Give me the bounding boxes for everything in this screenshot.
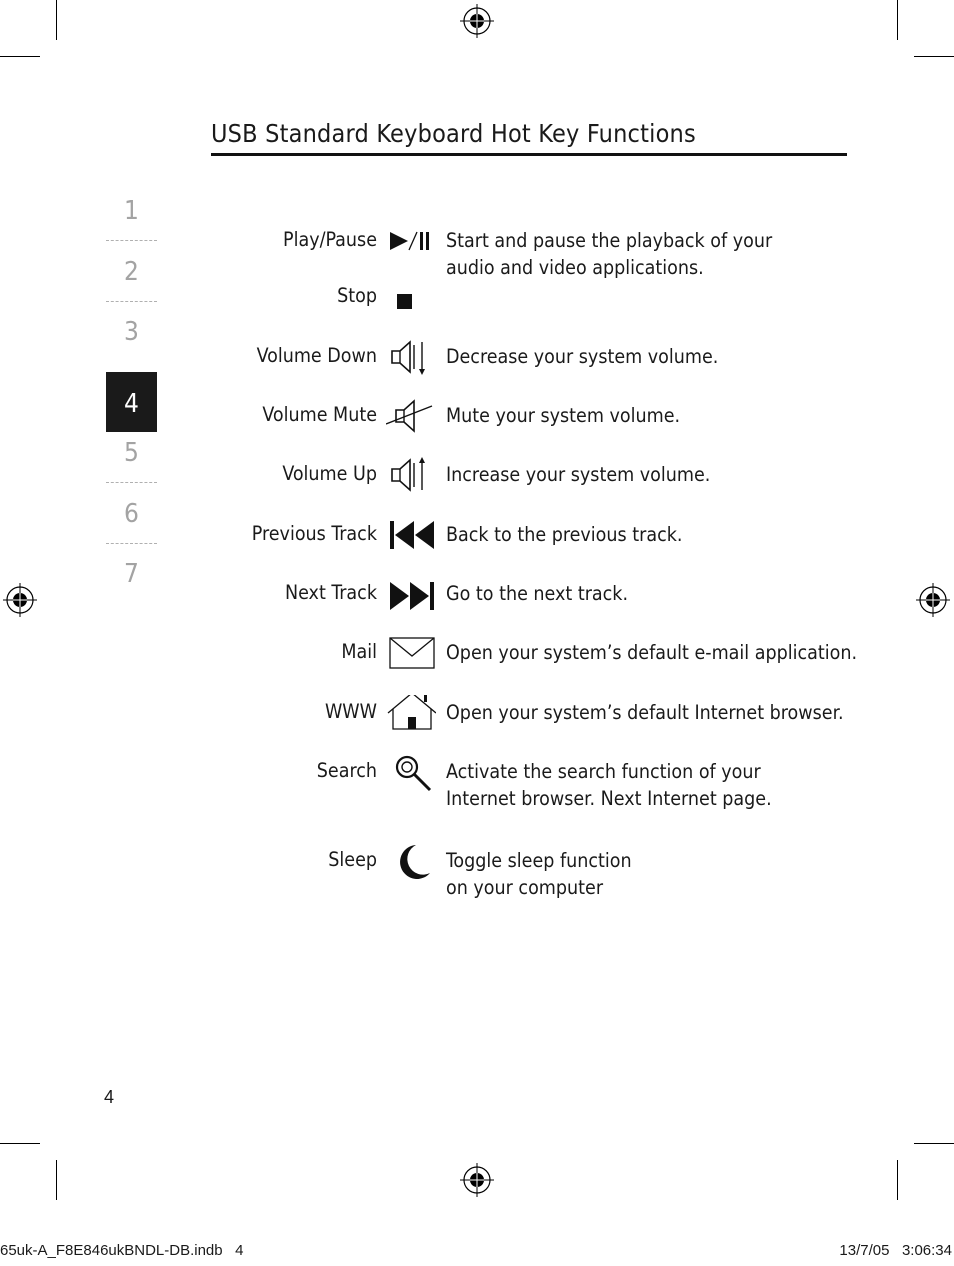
hotkey-name: Next Track — [284, 581, 377, 604]
chapter-tab-label: 7 — [124, 559, 139, 589]
hotkey-description — [446, 344, 866, 371]
chapter-tab-5[interactable] — [106, 432, 157, 493]
crop-mark — [897, 1160, 898, 1200]
chapter-nav — [106, 190, 157, 614]
crop-mark — [56, 1160, 57, 1200]
previous-track-icon — [386, 517, 436, 557]
mail-icon — [386, 635, 436, 675]
search-icon — [386, 754, 436, 794]
description-line: Toggle sleep function — [446, 849, 632, 872]
description-line: Open your system’s default e-mail application. — [446, 641, 858, 664]
hotkey-name: Sleep — [328, 848, 377, 871]
chapter-tab-6[interactable] — [106, 493, 157, 554]
description-line: Mute your system volume. — [446, 404, 681, 427]
chapter-tab-4[interactable] — [106, 372, 157, 433]
hotkey-name: WWW — [324, 700, 377, 723]
crop-mark — [56, 0, 57, 40]
hotkey-name: Stop — [337, 284, 377, 307]
description-line: Decrease your system volume. — [446, 345, 719, 368]
chapter-tab-label: 3 — [124, 317, 139, 347]
hotkey-name: Mail — [341, 640, 377, 663]
stop-icon — [386, 279, 436, 319]
crop-mark — [897, 0, 898, 40]
description-line: Start and pause the playback of your — [446, 229, 773, 252]
hotkey-description — [446, 700, 866, 727]
volume-up-icon — [386, 457, 436, 497]
description-line: audio and video applications. — [446, 255, 704, 279]
description-line: Go to the next track. — [446, 582, 629, 605]
description-line: on your computer — [446, 875, 604, 899]
home-icon — [386, 695, 436, 735]
page-title: USB Standard Keyboard Hot Key Functions — [211, 119, 696, 148]
title-underline — [211, 153, 847, 156]
hotkey-name: Previous Track — [251, 522, 377, 545]
hotkey-name: Volume Down — [256, 344, 377, 367]
volume-mute-icon — [386, 398, 436, 438]
description-line: Activate the search function of your — [446, 760, 761, 783]
chapter-tab-2[interactable] — [106, 251, 157, 312]
hotkey-description — [446, 403, 866, 430]
description-line: Increase your system volume. — [446, 463, 711, 486]
hotkey-description — [446, 640, 866, 667]
divider — [106, 482, 157, 483]
registration-mark-icon — [460, 4, 494, 38]
page-number: 4 — [104, 1087, 115, 1107]
crop-mark — [0, 1143, 40, 1144]
chapter-tab-label: 2 — [124, 256, 139, 287]
hotkey-description — [446, 228, 866, 281]
chapter-tab-label: 5 — [124, 438, 139, 468]
slug-file-name: 65uk-A_F8E846ukBNDL-DB.indb 4 — [0, 1242, 244, 1259]
chapter-tab-label: 6 — [124, 498, 139, 529]
next-track-icon — [386, 576, 436, 616]
divider — [106, 543, 157, 544]
hotkey-name: Volume Mute — [262, 403, 377, 426]
crop-mark — [0, 56, 40, 57]
hotkey-name: Volume Up — [282, 462, 377, 485]
divider — [106, 301, 157, 302]
crop-mark — [914, 56, 954, 57]
chapter-tab-7[interactable] — [106, 553, 157, 614]
description-line: Back to the previous track. — [446, 523, 683, 546]
hotkey-name: Search — [316, 759, 377, 782]
hotkey-description — [446, 462, 866, 489]
hotkey-description — [446, 759, 866, 812]
registration-mark-icon — [916, 583, 950, 617]
divider — [106, 240, 157, 241]
hotkey-description — [446, 581, 866, 608]
crop-mark — [914, 1143, 954, 1144]
description-line: Open your system’s default Internet browser. — [446, 701, 844, 724]
volume-down-icon — [386, 339, 436, 379]
slug-timestamp: 13/7/05 3:06:34 — [839, 1242, 952, 1259]
description-line: Internet browser. Next Internet page. — [446, 786, 772, 810]
chapter-tab-1[interactable] — [106, 190, 157, 251]
chapter-tab-label: 4 — [124, 388, 139, 419]
hotkey-description — [446, 522, 866, 549]
play-pause-icon — [386, 223, 436, 263]
moon-icon — [386, 843, 436, 883]
chapter-tab-label: 1 — [124, 196, 139, 226]
chapter-tab-3[interactable] — [106, 311, 157, 372]
hotkey-description — [446, 848, 866, 901]
registration-mark-icon — [460, 1163, 494, 1197]
registration-mark-icon — [3, 583, 37, 617]
hotkey-name: Play/Pause — [282, 228, 377, 251]
